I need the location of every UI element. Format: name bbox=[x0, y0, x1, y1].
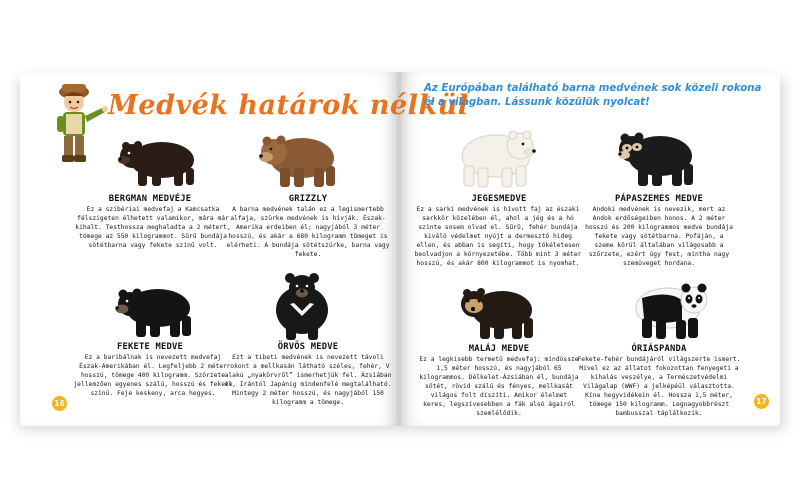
page-number-left: 16 bbox=[52, 396, 67, 411]
bear-description-spectacled-bear: Andoki medvének is nevezik, mert az Andok erdőségeiben honos. A 2 méter hosszú és 200 kilogrammos medve bundája fekete vagy sötétbarna. Pofáján, a szeme körül általában világosabb a szőrzete, ezért úgy fest, mintha nagy szemüveget hordana. bbox=[585, 206, 733, 267]
bear-name-sun-bear: MALÁJ MEDVE bbox=[468, 344, 530, 354]
sun-bear-illustration bbox=[454, 280, 540, 342]
bergman-bear-illustration bbox=[112, 132, 202, 188]
bear-description-giant-panda: Fekete-fehér bundájáról világszerte ismert. Mivel ez az állatot fokozottan fenyegeti a kihalás veszélye, a Természetvédelmi Világalap (WWF) a jelképéül választotta. Kína hegyvidékein él. Hossza 1,5 méter, tömege 150 kilogramm. Legnagyobbrészt bambusszal táplálkozik. bbox=[577, 356, 741, 417]
bear-description-sun-bear: Ez a legkisebb termetű medvefaj: mindössze 1,5 méter hosszú, és nagyjából 65 kilogrammos. Délkelet-Ázsiában él, bundája sötét, rövid szálú és fényes, mellkasát világos folt díszíti. Amikor élelmet keres, legszívesebben a fák alsó ágairól szemlélődik. bbox=[419, 356, 579, 417]
book-gutter bbox=[397, 72, 401, 426]
bear-description-bergman: Ez a szibériai medvefaj a Kamcsatka félszigeten élhetett valamikor, mára már kihalt. Testhossza meghaladta a 2 métert, tömege az 550 kilogrammot. Sűrű bundája sötétbarna vagy fekete színű volt. bbox=[75, 206, 231, 249]
black-bear-illustration bbox=[110, 280, 198, 340]
intro-text: Az Európában található barna medvének sok közeli rokona él a világban. Lássunk közülük nyolcat! bbox=[424, 83, 762, 108]
spectacled-bear-illustration bbox=[612, 124, 700, 190]
bear-name-asian-black-bear: ÖRVÖS MEDVE bbox=[277, 342, 339, 352]
giant-panda-illustration bbox=[624, 276, 710, 342]
bear-description-black-bear: Ez a baribálnak is nevezett medvefaj Észak-Amerikában él. Legfeljebb 2 méter hosszú, tömege 400 kilogramm. Szőrzete jellemzően egyenes szálú, hosszú és fekete színű. Feje keskeny, arca hegyes. bbox=[73, 354, 233, 397]
polar-bear-illustration bbox=[446, 124, 540, 190]
explorer-boy-illustration bbox=[52, 78, 112, 170]
bear-description-grizzly: A barna medvének talán ez a legismertebb alfaja, szürke medvének is hívják. Észak-Amerika erdeiben él; nagyjából 3 méter hosszú, és akár a 680 kilogramm tömeget is elérheti. A bundája sötétszürke, barna vagy fekete. bbox=[226, 206, 390, 258]
grizzly-illustration bbox=[254, 128, 340, 190]
bear-name-grizzly: GRIZZLY bbox=[288, 194, 328, 204]
bear-name-bergman: BERGMAN MEDVÉJE bbox=[108, 194, 192, 204]
bear-name-spectacled-bear: PÁPASZEMES MEDVE bbox=[615, 194, 703, 204]
bear-name-giant-panda: ÓRIÁSPANDA bbox=[631, 344, 687, 354]
asian-black-bear-illustration bbox=[262, 270, 342, 342]
page-number-right: 17 bbox=[754, 394, 769, 409]
bear-description-asian-black-bear: Ezt a tibeti medvének is nevezett távoli rokont a mellkasán látható széles, fehér, V alakú „nyakörvről” ismerhetjük fel. Ázsiában él, Irántól Japánig mindenfelé megtalálható. Mintegy 2 méter hosszú, és nagyjából 150 kilogramm a tömege. bbox=[224, 354, 392, 406]
bear-name-black-bear: FEKETE MEDVE bbox=[117, 342, 183, 352]
page-title: Medvék határok nélkül bbox=[108, 90, 469, 121]
bear-name-polar-bear: JEGESMEDVE bbox=[471, 194, 527, 204]
bear-description-polar-bear: Ez a sarki medvének is hívott faj az északi sarkkör közelében él, ahol a jég és a hó szinte sosem olvad el. Sűrű, fehér bundája kiváló védelmet nyújt a dermesztő hideg ellen, és abban is segíti, hogy tökéletesen beolvadjon a környezetébe. Több mint 3 méter hosszú, és akár 800 kilogrammot is nyomhat. bbox=[414, 206, 582, 267]
